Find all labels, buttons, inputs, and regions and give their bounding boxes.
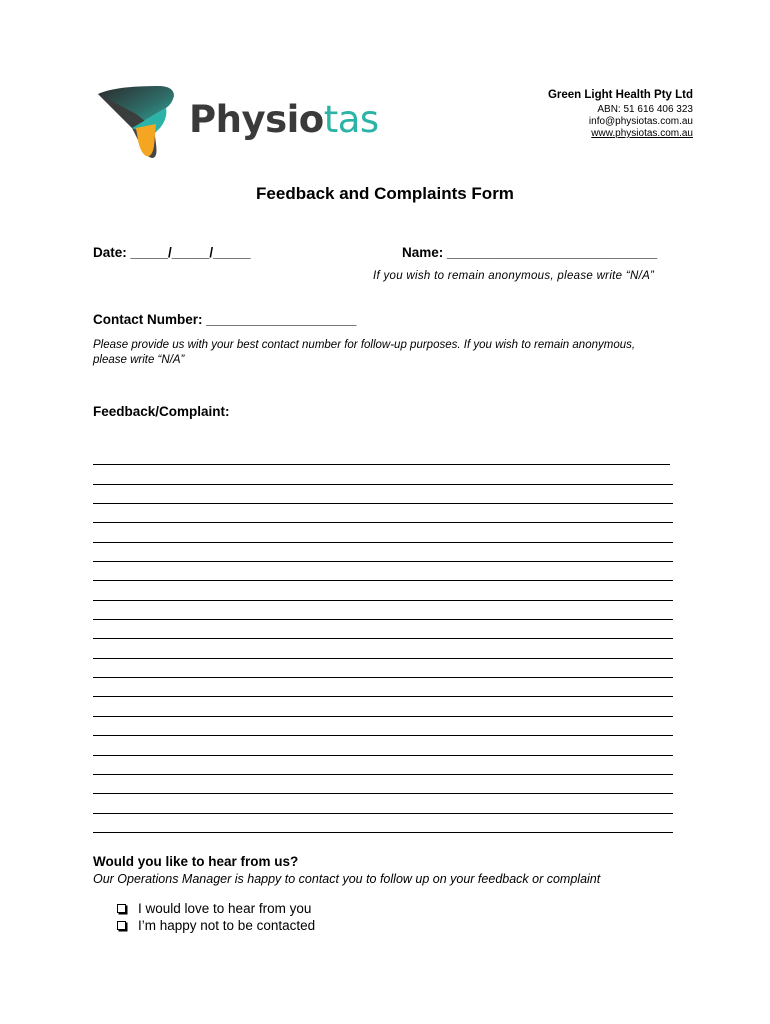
feedback-line[interactable]	[93, 756, 673, 775]
feedback-line[interactable]	[93, 543, 673, 562]
company-abn: ABN: 51 616 406 323	[597, 104, 693, 115]
option-label: I would love to hear from you	[138, 901, 312, 916]
company-email[interactable]: info@physiotas.com.au	[588, 116, 693, 127]
option-not-contacted[interactable]	[117, 917, 315, 934]
name-field[interactable]: Name: ____________________________	[402, 245, 658, 260]
logo-text-tas: tas	[323, 98, 379, 141]
company-details	[548, 88, 693, 140]
feedback-line[interactable]	[93, 717, 673, 736]
option-label: I’m happy not to be contacted	[138, 918, 316, 933]
physiotas-logo	[96, 84, 379, 164]
logo-text-physio: Physio	[189, 98, 324, 141]
logo-mark-icon	[96, 84, 180, 160]
contact-number-field[interactable]: Contact Number: ____________________	[93, 312, 357, 327]
followup-options	[117, 900, 315, 934]
feedback-line[interactable]	[93, 736, 673, 755]
feedback-line[interactable]	[93, 697, 673, 716]
feedback-line[interactable]	[93, 601, 673, 620]
feedback-line[interactable]	[93, 562, 673, 581]
feedback-line[interactable]	[93, 794, 673, 813]
company-website-link[interactable]: www.physiotas.com.au	[591, 128, 693, 139]
feedback-line[interactable]	[93, 581, 673, 600]
logo-wordmark	[189, 98, 379, 142]
feedback-line[interactable]	[93, 446, 670, 465]
feedback-line[interactable]	[93, 504, 673, 523]
option-hear-from-us[interactable]	[117, 900, 315, 917]
feedback-line[interactable]	[93, 814, 673, 833]
form-title: Feedback and Complaints Form	[256, 184, 514, 203]
followup-subtitle: Our Operations Manager is happy to contact you to follow up on your feedback or complaint	[93, 872, 601, 886]
date-field[interactable]: Date: _____/_____/_____	[93, 245, 251, 260]
feedback-lines-area[interactable]	[93, 446, 673, 833]
feedback-line[interactable]	[93, 639, 673, 658]
feedback-line[interactable]	[93, 465, 673, 484]
feedback-line[interactable]	[93, 620, 673, 639]
feedback-line[interactable]	[93, 523, 673, 542]
feedback-line[interactable]	[93, 659, 673, 678]
feedback-label: Feedback/Complaint:	[93, 404, 230, 419]
name-anonymous-note: If you wish to remain anonymous, please write “N/A”	[373, 270, 655, 282]
checkbox-icon[interactable]	[117, 921, 126, 930]
checkbox-icon[interactable]	[117, 904, 126, 913]
followup-question: Would you like to hear from us?	[93, 854, 299, 869]
contact-number-note: Please provide us with your best contact number for follow-up purposes. If you wish to remain anonymous, please write “N/A”	[93, 339, 636, 366]
feedback-line[interactable]	[93, 775, 673, 794]
feedback-line[interactable]	[93, 485, 673, 504]
feedback-line[interactable]	[93, 678, 673, 697]
company-name: Green Light Health Pty Ltd	[547, 89, 693, 101]
